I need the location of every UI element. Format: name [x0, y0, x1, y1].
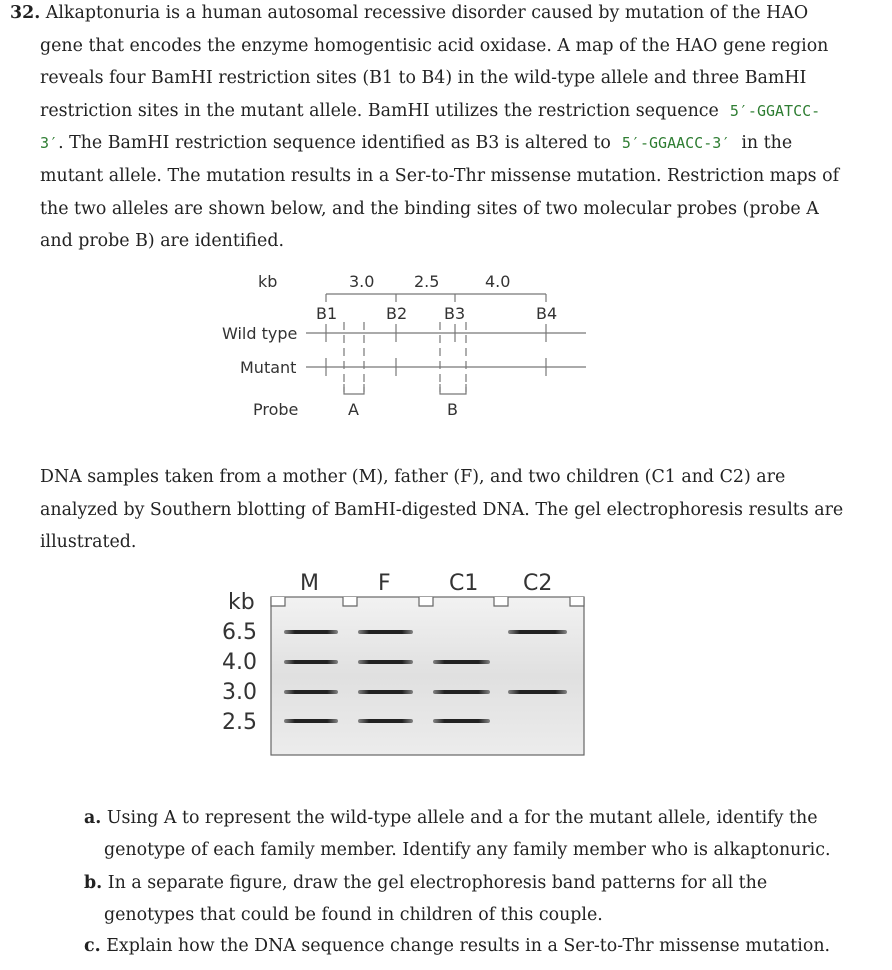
- subquestion-c-line-1: c. Explain how the DNA sequence change results in a Ser-to-Thr missense mutation.: [84, 936, 831, 956]
- distance-b1-b2: 3.0: [349, 272, 375, 291]
- gel-kb-label: kb: [228, 590, 255, 615]
- intro-line-5: 3′. The BamHI restriction sequence identified as B3 is altered to 5′-GGAACC-3′ in the: [40, 133, 793, 154]
- band-c1-4-0: [433, 660, 490, 664]
- site-b3-label: B3: [444, 304, 466, 323]
- band-f-6-5: [358, 630, 413, 634]
- intro-line-6: mutant allele. The mutation results in a Ser-to-Thr missense mutation. Restriction maps of: [40, 165, 840, 186]
- band-m-6-5: [284, 630, 338, 634]
- size-2-5-label: 2.5: [222, 710, 257, 735]
- subquestion-c: [84, 930, 884, 962]
- band-c2-6-5: [508, 630, 567, 634]
- size-4-0-label: 4.0: [222, 650, 257, 675]
- mutant-label: Mutant: [240, 358, 297, 377]
- distance-b2-b3: 2.5: [414, 272, 440, 291]
- intro-line-2: gene that encodes the enzyme homogentisic acid oxidase. A map of the HAO gene region: [40, 35, 829, 56]
- lane-m-label: M: [300, 571, 319, 596]
- band-c2-3-0: [508, 690, 567, 694]
- band-f-3-0: [358, 690, 413, 694]
- distance-b3-b4: 4.0: [485, 272, 511, 291]
- middle-line-1: DNA samples taken from a mother (M), father (F), and two children (C1 and C2) are: [40, 467, 786, 487]
- middle-line-3: illustrated.: [40, 532, 137, 553]
- intro-line-8: and probe B) are identified.: [40, 231, 284, 252]
- band-m-4-0: [284, 660, 338, 664]
- lane-f-label: F: [378, 571, 391, 596]
- band-c1-3-0: [433, 690, 490, 694]
- intro-line-3: reveals four BamHI restriction sites (B1 to B4) in the wild-type allele and three BamHI: [40, 68, 807, 89]
- intro-line-4: restriction sites in the mutant allele. BamHI utilizes the restriction sequence 5′-GGATCC-: [40, 100, 821, 121]
- recognition-sequence-part2: 3′: [40, 134, 59, 153]
- band-m-2-5: [284, 719, 338, 723]
- band-c1-2-5: [433, 719, 490, 723]
- middle-line-2: analyzed by Southern blotting of BamHI-digested DNA. The gel electrophoresis results are: [40, 499, 844, 520]
- probe-a-label: A: [348, 400, 359, 419]
- question-number: 32.: [10, 3, 41, 23]
- probe-label: Probe: [253, 400, 299, 419]
- wild-type-label: Wild type: [222, 324, 298, 343]
- subquestion-a-line-1: a. Using A to represent the wild-type allele and a for the mutant allele, identify the: [84, 808, 818, 828]
- size-3-0-label: 3.0: [222, 680, 257, 705]
- intro-line-7: the two alleles are shown below, and the binding sites of two molecular probes (probe A: [40, 198, 819, 219]
- map-kb-label: kb: [258, 272, 278, 291]
- gel-body: [271, 597, 584, 755]
- band-m-3-0: [284, 690, 338, 694]
- subquestion-a-line-2: genotype of each family member. Identify any family member who is alkaptonuric.: [104, 840, 831, 860]
- subquestion-b-line-1: b. In a separate figure, draw the gel electrophoresis band patterns for all the: [84, 873, 768, 893]
- mutant-sequence: 5′-GGAACC-3′: [621, 134, 731, 153]
- subquestion-a: [84, 802, 884, 866]
- intro-line-1: 32. Alkaptonuria is a human autosomal recessive disorder caused by mutation of the HAO: [10, 3, 809, 23]
- recognition-sequence-part1: 5′-GGATCC-: [729, 101, 821, 120]
- site-b1-label: B1: [316, 304, 338, 323]
- lane-c1-label: C1: [449, 571, 479, 596]
- site-b4-label: B4: [536, 304, 558, 323]
- probe-b-label: B: [447, 400, 458, 419]
- band-f-4-0: [358, 660, 413, 664]
- size-6-5-label: 6.5: [222, 620, 257, 645]
- site-b2-label: B2: [386, 304, 408, 323]
- band-f-2-5: [358, 719, 413, 723]
- subquestion-b: [84, 867, 884, 931]
- subquestion-b-line-2: genotypes that could be found in children of this couple.: [104, 905, 603, 925]
- lane-c2-label: C2: [523, 571, 553, 596]
